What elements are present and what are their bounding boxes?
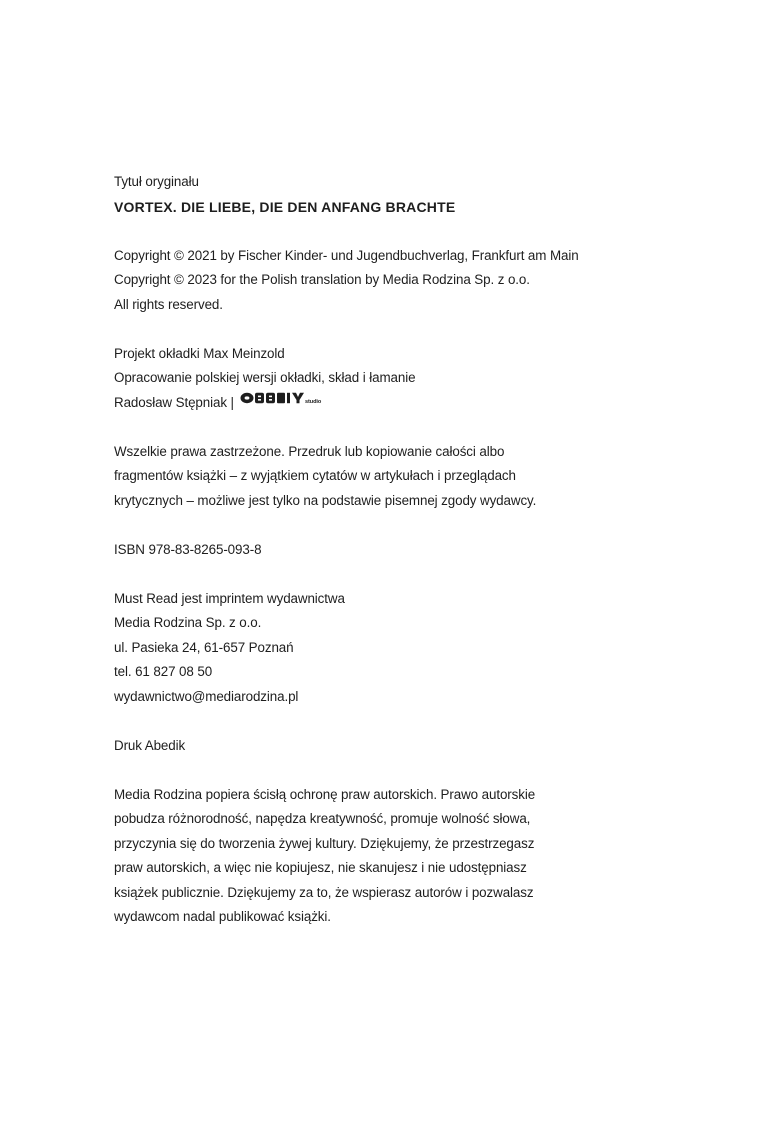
spacer [114, 513, 714, 538]
spacer [114, 317, 714, 342]
isbn: ISBN 978-83-8265-093-8 [114, 541, 262, 557]
copyright-line-2: Copyright © 2023 for the Polish translation by Media Rodzina Sp. z o.o. [114, 272, 530, 287]
closing-notice-line-5: książek publicznie. Dziękujemy za to, że wspierasz autorów i pozwalasz [114, 884, 534, 900]
credit-polish-cover: Opracowanie polskiej wersji okładki, skład i łamanie [114, 370, 416, 385]
original-title-label: Tytuł oryginału [114, 174, 199, 189]
svg-text:studio: studio [304, 398, 321, 405]
copyright-page [114, 170, 714, 930]
rights-notice-line-2: fragmentów książki – z wyjątkiem cytatów w artykułach i przeglądach [114, 468, 516, 484]
spacer [114, 415, 714, 440]
publisher-line-2: Media Rodzina Sp. z o.o. [114, 615, 262, 631]
spacer [114, 219, 714, 244]
original-title-value: VORTEX. DIE LIEBE, DIE DEN ANFANG BRACHTE [114, 198, 456, 215]
closing-notice-line-2: pobudza różnorodność, napędza kreatywność, promuje wolność słowa, [114, 811, 531, 827]
spacer [114, 758, 714, 783]
closing-notice-line-6: wydawcom nadal publikować książki. [114, 909, 331, 925]
credit-typesetter-line [114, 391, 714, 416]
rights-notice-line-3: krytycznych – możliwe jest tylko na podstawie pisemnej zgody wydawcy. [114, 492, 537, 508]
printer: Druk Abedik [114, 737, 186, 753]
closing-notice-line-1: Media Rodzina popiera ścisłą ochronę praw autorskich. Prawo autorskie [114, 786, 536, 802]
copyright-line-3: All rights reserved. [114, 296, 223, 312]
publisher-line-1: Must Read jest imprintem wydawnictwa [114, 590, 345, 606]
publisher-address: ul. Pasieka 24, 61-657 Poznań [114, 639, 294, 655]
copyright-line-1: Copyright © 2021 by Fischer Kinder- und Jugendbuchverlag, Frankfurt am Main [114, 247, 579, 263]
publisher-phone: tel. 61 827 08 50 [114, 664, 213, 680]
closing-notice-line-3: przyczynia się do tworzenia żywej kultury. Dziękujemy, że przestrzegasz [114, 835, 535, 851]
publisher-email: wydawnictwo@mediarodzina.pl [114, 688, 299, 704]
rights-notice-line-1: Wszelkie prawa zastrzeżone. Przedruk lub kopiowanie całości albo [114, 443, 505, 459]
credit-cover: Projekt okładki Max Meinzold [114, 345, 285, 361]
spacer [114, 562, 714, 587]
spacer [114, 709, 714, 734]
closing-notice-line-4: praw autorskich, a więc nie kopiujesz, nie skanujesz i nie udostępniasz [114, 860, 527, 876]
studio-logo [240, 389, 322, 414]
credit-typesetter: Radosław Stępniak | [114, 394, 238, 410]
